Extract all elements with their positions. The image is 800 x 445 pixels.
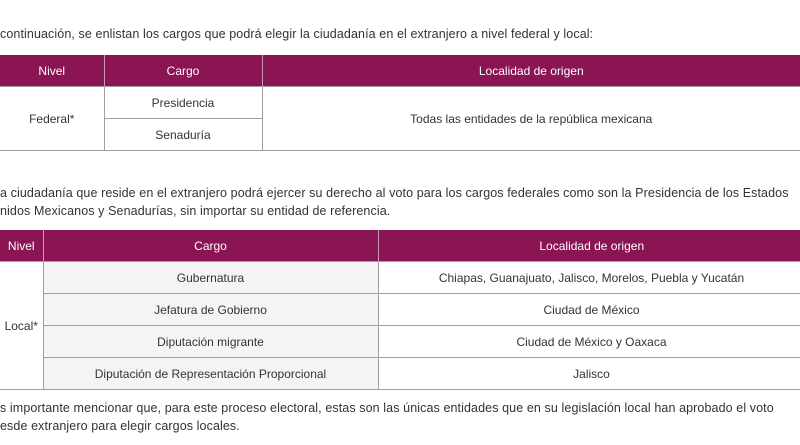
local-localidad-cell: Ciudad de México: [378, 294, 800, 326]
federal-table: [0, 55, 800, 151]
local-cargo-cell: Jefatura de Gobierno: [43, 294, 378, 326]
local-note-line-2: esde extranjero para elegir cargos locales.: [0, 419, 240, 433]
federal-note-line-1: a ciudadanía que reside en el extranjero podrá ejercer su derecho al voto para los cargos federales como son la Presidencia de los Estados: [0, 186, 789, 200]
federal-nivel-cell: Federal*: [0, 87, 104, 151]
table-row: [0, 358, 800, 390]
local-nivel-cell: Local*: [0, 262, 43, 390]
local-note-line-1: s importante mencionar que, para este proceso electoral, estas son las únicas entidades que en su legislación local han aprobado el voto: [0, 401, 774, 415]
federal-table-header-row: [0, 55, 800, 87]
federal-header-localidad: Localidad de origen: [262, 55, 800, 87]
local-localidad-cell: Ciudad de México y Oaxaca: [378, 326, 800, 358]
federal-cargo-cell: Senaduría: [104, 119, 262, 151]
federal-note-line-2: nidos Mexicanos y Senadurías, sin importar su entidad de referencia.: [0, 204, 391, 218]
federal-cargo-cell: Presidencia: [104, 87, 262, 119]
local-localidad-cell: Jalisco: [378, 358, 800, 390]
local-header-nivel: Nivel: [0, 230, 43, 262]
table-row: [0, 326, 800, 358]
local-cargo-cell: Diputación migrante: [43, 326, 378, 358]
local-localidad-cell: Chiapas, Guanajuato, Jalisco, Morelos, Puebla y Yucatán: [378, 262, 800, 294]
federal-header-nivel: Nivel: [0, 55, 104, 87]
federal-header-cargo: Cargo: [104, 55, 262, 87]
federal-localidad-cell: Todas las entidades de la república mexicana: [262, 87, 800, 151]
table-row: [0, 294, 800, 326]
local-table: [0, 230, 800, 390]
local-header-cargo: Cargo: [43, 230, 378, 262]
table-row: [0, 87, 800, 119]
table-row: [0, 262, 800, 294]
local-header-localidad: Localidad de origen: [378, 230, 800, 262]
local-cargo-cell: Diputación de Representación Proporcional: [43, 358, 378, 390]
local-table-header-row: [0, 230, 800, 262]
intro-text: continuación, se enlistan los cargos que podrá elegir la ciudadanía en el extranjero a nivel federal y local:: [0, 27, 594, 41]
local-cargo-cell: Gubernatura: [43, 262, 378, 294]
